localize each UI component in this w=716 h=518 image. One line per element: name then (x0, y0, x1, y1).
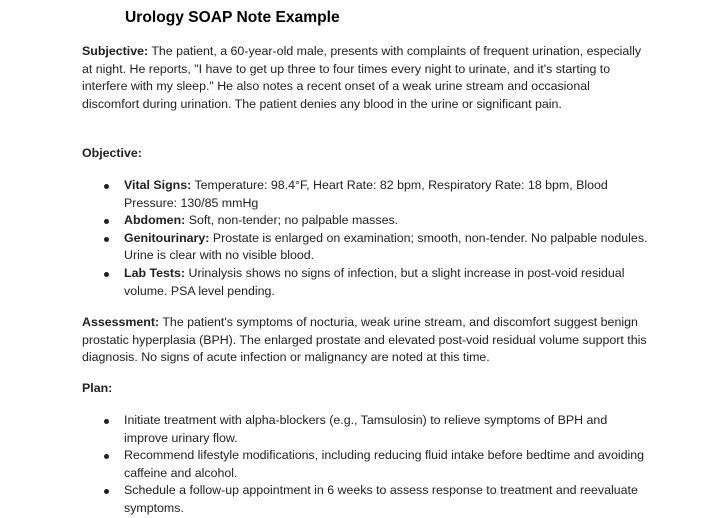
list-item (82, 230, 648, 265)
objective-heading: Objective: (82, 146, 142, 160)
list-item: Schedule a follow-up appointment in 6 weeks to assess response to treatment and reevaluate symptoms. (82, 482, 648, 517)
subjective-paragraph (82, 43, 648, 113)
abdomen-text: Soft, non-tender; no palpable masses. (185, 213, 399, 228)
list-item (82, 212, 648, 230)
list-item: Initiate treatment with alpha-blockers (e.g., Tamsulosin) to relieve symptoms of BPH and improve urinary flow. (82, 412, 648, 447)
abdomen-label: Abdomen: (124, 213, 186, 228)
list-item (82, 265, 648, 300)
objective-list (82, 177, 648, 300)
list-item: Recommend lifestyle modifications, including reducing fluid intake before bedtime and avoiding caffeine and alcohol. (82, 447, 648, 482)
assessment-text: The patient's symptoms of nocturia, weak urine stream, and discomfort suggest benign prostatic hyperplasia (BPH). The enlarged prostate and elevated post-void residual volume support this diagnosis. No signs of acute infection or malignancy are noted at this time. (82, 315, 647, 365)
lab-tests-text: Urinalysis shows no signs of infection, but a slight increase in post-void residual volume. PSA level pending. (124, 265, 625, 298)
genitourinary-label: Genitourinary: (124, 230, 210, 245)
genitourinary-text: Prostate is enlarged on examination; smooth, non-tender. No palpable nodules. Urine is clear with no visible blood. (124, 230, 648, 263)
list-item (82, 177, 648, 212)
page-title: Urology SOAP Note Example (125, 9, 340, 26)
subjective-text: The patient, a 60-year-old male, presents with complaints of frequent urination, especially at night. He reports, "I have to get up three to four times every night to urinate, and it's starting to interfere with my sleep." He also notes a recent onset of a weak urine stream and occasional discomfort during urination. The patient denies any blood in the urine or significant pain. (82, 44, 642, 111)
subjective-label: Subjective: (82, 44, 149, 58)
assessment-paragraph (82, 314, 648, 367)
plan-list (82, 412, 648, 518)
plan-heading: Plan: (82, 381, 113, 395)
vital-signs-text: Temperature: 98.4°F, Heart Rate: 82 bpm, Respiratory Rate: 18 bpm, Blood Pressure: 130/85 mmHg (124, 178, 608, 210)
assessment-label: Assessment: (82, 315, 160, 329)
lab-tests-label: Lab Tests: (124, 265, 186, 280)
vital-signs-label: Vital Signs: (124, 178, 192, 192)
